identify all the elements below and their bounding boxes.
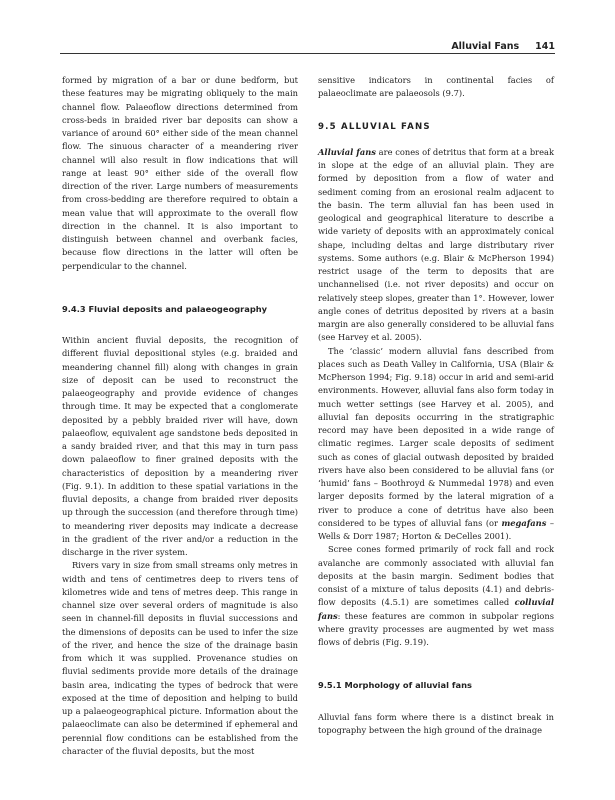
right-column xyxy=(318,74,554,737)
subsection-heading: 9.5.1 Morphology of alluvial fans xyxy=(318,680,472,691)
key-term: Alluvial fans xyxy=(318,146,376,157)
running-title: Alluvial Fans xyxy=(451,41,520,52)
paragraph-text: – Wells & Dorr 1987; Horton & DeCelles 2001). xyxy=(318,517,554,541)
key-term: megafans xyxy=(501,517,547,528)
paragraph xyxy=(318,146,554,345)
paragraph: Rivers vary in size from small streams only metres in width and tens of centimetres deep to rivers tens of kilometres wide and tens of metres deep. This range in channel size over several orders of magnitude is also seen in channel-fill deposits in fluvial successions and the dimensions of deposits can be used to infer the size of the river, and hence the size of the drainage basin from which it was supplied. Provenance studies on fluvial sediments provide more details of the drainage basin area, indicating the types of bedrock that were exposed at the time of deposition and helping to build up a palaeogeographical picture. Information about the palaeoclimate can also be determined if ephemeral and perennial flow conditions can be established from the character of the fluvial deposits, but the most xyxy=(62,560,298,756)
paragraph-text: are cones of detritus that form at a break in slope at the edge of an alluvial plain. They are formed by deposition from a flow of water and sediment coming from an erosional realm adjacent to the basin. The term alluvial fan has been used in geological and geographical literature to describe a wide variety of deposits with an approximately conical shape, including deltas and large distributary river systems. Some authors (e.g. Blair & McPherson 1994) restrict usage of the term to deposits that are unchannelised (i.e. not river deposits) and occur on relatively steep slopes, greater than 1°. However, lower angle cones of detritus deposited by rivers at a basin margin are also generally considered to be alluvial fans (see Harvey et al. 2005). xyxy=(318,146,554,343)
key-term: colluvial fans xyxy=(318,597,554,621)
paragraph-text: : these features are common in subpolar regions where gravity processes are augmented by wet mass flows of debris (Fig. 9.19). xyxy=(318,610,554,647)
section-heading: 9.5 ALLUVIAL FANS xyxy=(318,121,431,132)
paragraph-text: The ‘classic’ modern alluvial fans described from places such as Death Valley in California, USA (Blair & McPherson 1994; Fig. 9.18) occur in arid and semi-arid environments. However, alluvial fans also form today in much wetter settings (see Harvey et al. 2005), and alluvial fan deposits occurring in the stratigraphic record may have been deposited in a wide range of climatic regimes. Larger scale deposits of sediment such as cones of glacial outwash deposited by braided rivers have also been considered to be alluvial fans (or ‘humid’ fans – Boothroyd & Nummedal 1978) and even larger deposits formed by the lateral migration of a river to produce a cone of detritus have also been considered to be types of alluvial fans (or xyxy=(318,345,554,528)
left-column xyxy=(62,74,298,758)
paragraph: formed by migration of a bar or dune bedform, but these features may be migrating obliquely to the main channel flow. Palaeoflow directions determined from cross-beds in braided river bar deposits can show a variance of around 60° either side of the mean channel flow. The sinuous character of a meandering river channel will also result in flow indications that will range at least 90° either side of the overall flow direction of the river. Large numbers of measurements from cross-bedding are therefore required to obtain a mean value that will approximate to the overall flow direction in the channel. It is also important to distinguish between channel and overbank facies, because flow directions in the latter will often be perpendicular to the channel. xyxy=(62,75,298,271)
paragraph xyxy=(318,543,554,649)
page-number: 141 xyxy=(535,41,555,52)
paragraph: Alluvial fans form where there is a distinct break in topography between the high ground of the drainage xyxy=(318,711,554,735)
running-head xyxy=(451,41,555,52)
paragraph: Within ancient fluvial deposits, the recognition of different fluvial depositional styles (e.g. braided and meandering channel fill) along with changes in grain size of deposit can be used to reconstruct the palaeogeography and provide evidence of changes through time. It may be expected that a conglomerate deposited by a pebbly braided river will have, down palaeoflow, equivalent age sandstone beds deposited in a sandy braided river, and that this may in turn pass down palaeoflow to finer grained deposits with the characteristics of deposition by a meandering river (Fig. 9.1). In addition to these spatial variations in the fluvial deposits, a change from braided river deposits up through the succession (and therefore through time) to meandering river deposits may indicate a decrease in the gradient of the river and/or a reduction in the discharge in the river system. xyxy=(62,335,298,557)
subsection-heading: 9.4.3 Fluvial deposits and palaeogeography xyxy=(62,303,268,314)
paragraph-text: Scree cones formed primarily of rock fall and rock avalanche are commonly associated with alluvial fan deposits at the basin margin. Sediment bodies that consist of a mixture of talus deposits (4.1) and debris-flow deposits (4.5.1) are sometimes called xyxy=(318,544,554,608)
paragraph: sensitive indicators in continental facies of palaeoclimate are palaeosols (9.7). xyxy=(318,75,554,99)
header-rule xyxy=(60,53,555,54)
paragraph xyxy=(318,345,554,544)
